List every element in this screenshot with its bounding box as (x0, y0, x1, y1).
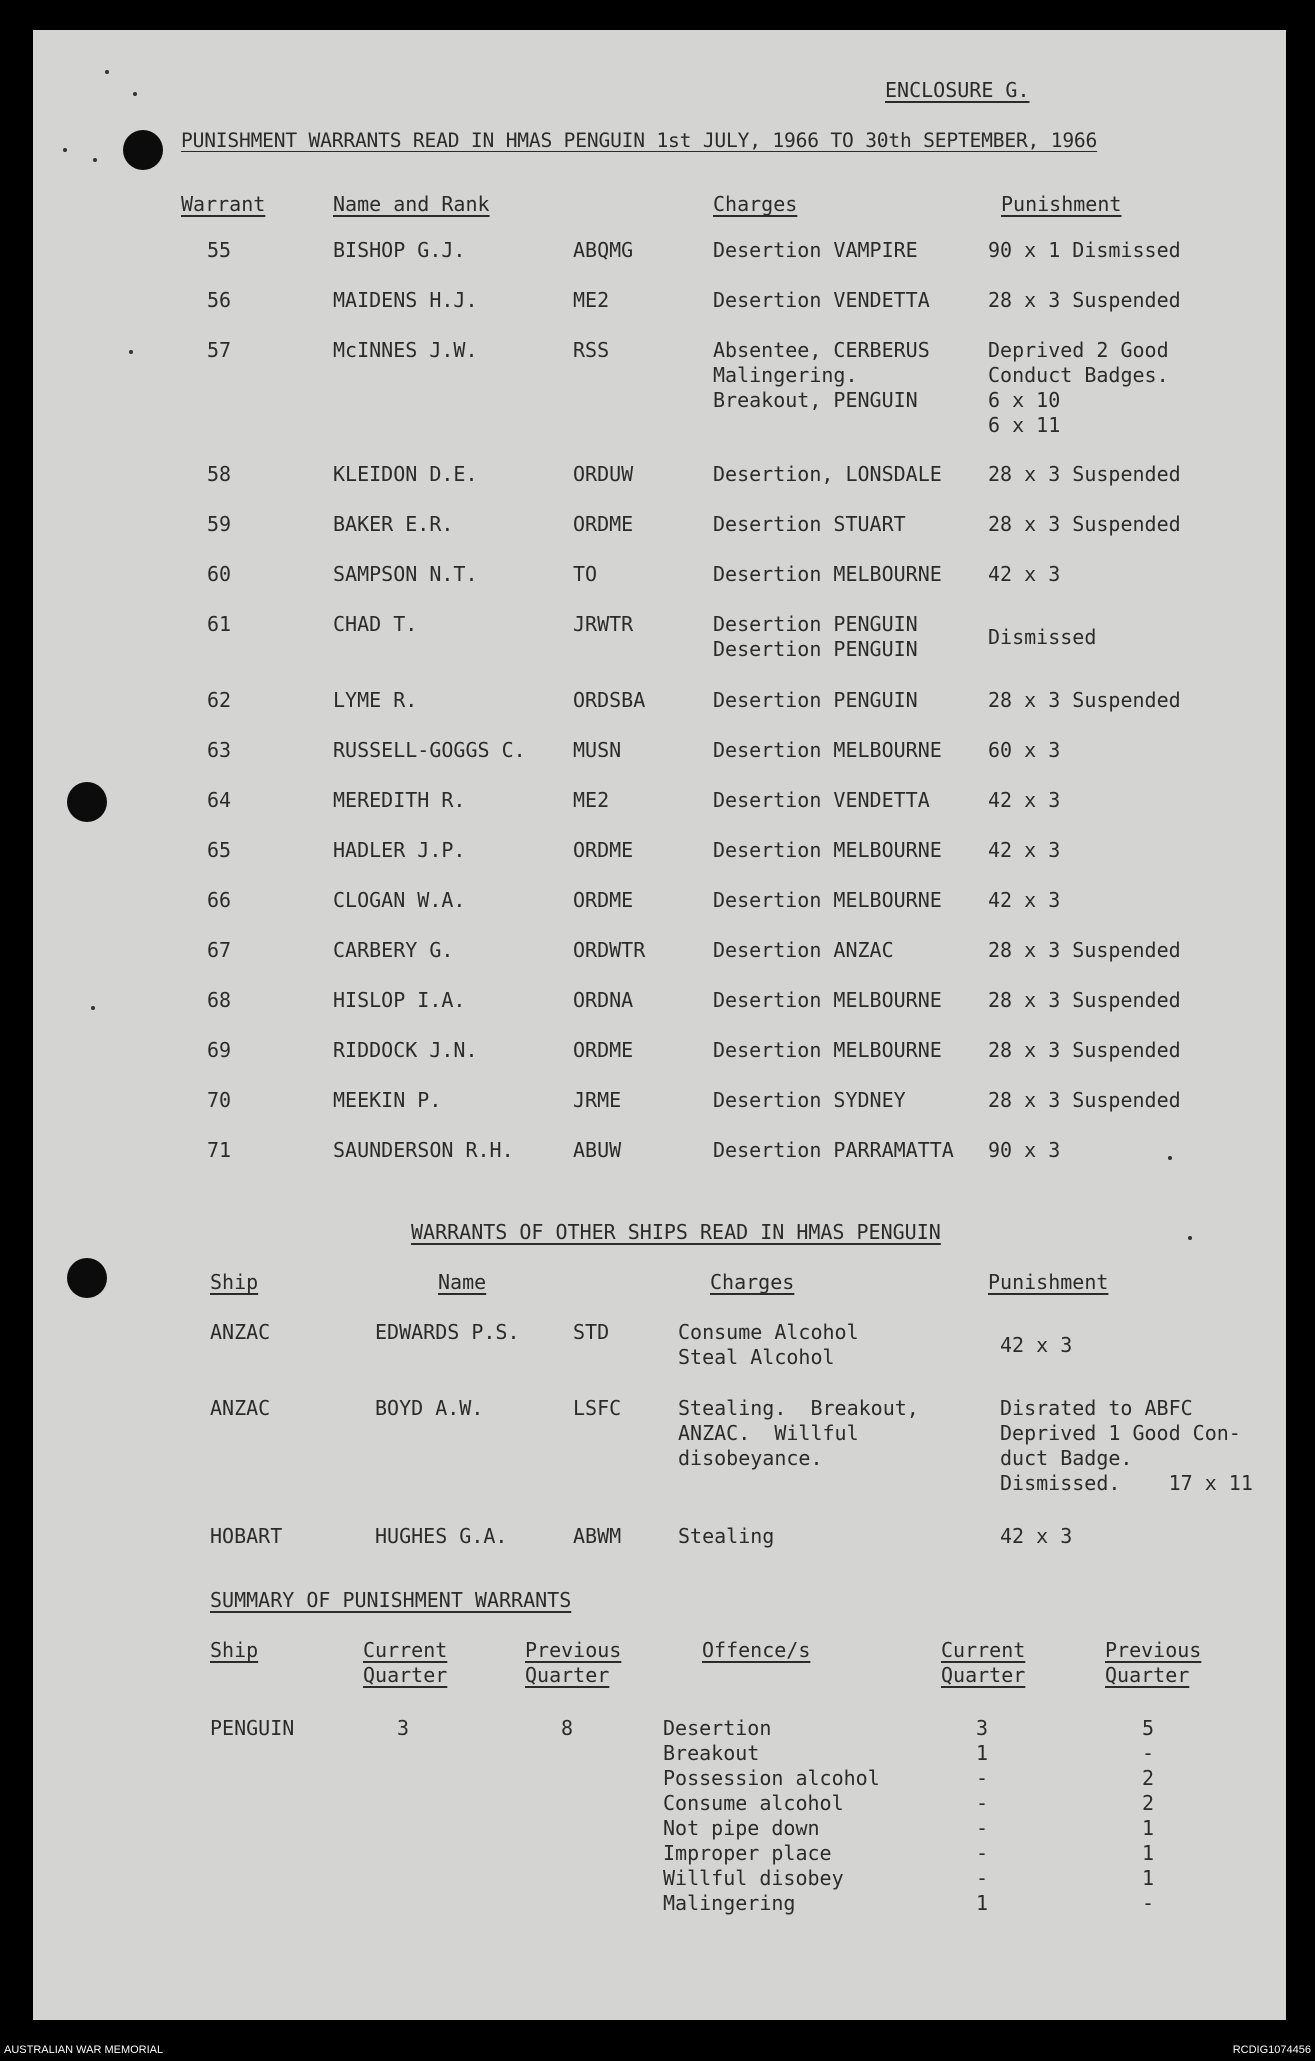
offence-previous: - (1142, 1741, 1155, 1765)
offence-previous: 2 (1142, 1791, 1155, 1815)
column-header: Name and Rank (333, 192, 490, 216)
punishment: 90 x 1 Dismissed (988, 238, 1181, 262)
punishment: 6 x 10 (988, 388, 1061, 412)
rank: ABUW (573, 1138, 622, 1162)
charge: Desertion STUART (713, 512, 906, 536)
warrant-number: 63 (207, 738, 232, 762)
punishment: Disrated to ABFC (1000, 1396, 1193, 1420)
speck (129, 350, 133, 354)
speck (63, 148, 67, 152)
punishment: Deprived 2 Good (988, 338, 1169, 362)
punishment: 42 x 3 (988, 888, 1061, 912)
rank: ORDME (573, 1038, 634, 1062)
offence-name: Willful disobey (663, 1866, 844, 1890)
name-rank: HUGHES G.A. (375, 1524, 508, 1548)
charge: Desertion VENDETTA (713, 788, 930, 812)
charge: Malingering. (713, 363, 858, 387)
offence-name: Breakout (663, 1741, 760, 1765)
name-rank: SAMPSON N.T. (333, 562, 478, 586)
offence-current: 3 (976, 1716, 989, 1740)
punishment: 42 x 3 (1000, 1332, 1073, 1357)
punishment: 42 x 3 (988, 562, 1061, 586)
charge: Steal Alcohol (678, 1345, 835, 1369)
warrant-number: 65 (207, 838, 232, 862)
column-header: Quarter (941, 1663, 1026, 1687)
offence-current: - (976, 1841, 989, 1865)
name-rank: MEREDITH R. (333, 788, 466, 812)
offence-name: Possession alcohol (663, 1766, 880, 1790)
offence-previous: 1 (1142, 1816, 1155, 1840)
other-ships-title: WARRANTS OF OTHER SHIPS READ IN HMAS PENGUIN (411, 1220, 941, 1244)
offence-name: Desertion (663, 1716, 772, 1740)
punishment: Conduct Badges. (988, 363, 1169, 387)
rank: LSFC (573, 1396, 622, 1420)
name-rank: CHAD T. (333, 612, 418, 636)
punishment: Dismissed. 17 x 11 (1000, 1471, 1253, 1495)
punishment: 28 x 3 Suspended (988, 938, 1181, 962)
punishment: 60 x 3 (988, 738, 1061, 762)
charge: Desertion MELBOURNE (713, 738, 942, 762)
column-header: Ship (210, 1638, 259, 1662)
column-header: Name (438, 1270, 487, 1294)
charge: Desertion MELBOURNE (713, 988, 942, 1012)
column-header: Punishment (988, 1270, 1109, 1294)
offence-name: Consume alcohol (663, 1791, 844, 1815)
charge: Breakout, PENGUIN (713, 388, 918, 412)
charge: Desertion MELBOURNE (713, 888, 942, 912)
charge: Desertion VAMPIRE (713, 238, 918, 262)
charge: Desertion MELBOURNE (713, 562, 942, 586)
charge: Desertion PENGUIN (713, 637, 918, 661)
rank: ORDME (573, 888, 634, 912)
warrant-number: 58 (207, 462, 232, 486)
warrant-number: 70 (207, 1088, 232, 1112)
punishment: Dismissed (988, 624, 1097, 649)
rank: ORDSBA (573, 688, 646, 712)
warrant-number: 68 (207, 988, 232, 1012)
punishment: Deprived 1 Good Con- (1000, 1421, 1241, 1445)
punishment: 28 x 3 Suspended (988, 462, 1181, 486)
charge: Desertion VENDETTA (713, 288, 930, 312)
column-header: Previous (525, 1638, 622, 1662)
charge: Desertion PENGUIN (713, 688, 918, 712)
rank: ORDME (573, 512, 634, 536)
punishment: 42 x 3 (988, 788, 1061, 812)
name-rank: RIDDOCK J.N. (333, 1038, 478, 1062)
charge: Stealing (678, 1524, 775, 1548)
offence-previous: 1 (1142, 1841, 1155, 1865)
column-header: Charges (710, 1270, 795, 1294)
rank: ORDME (573, 838, 634, 862)
rank: ABQMG (573, 238, 634, 262)
column-header: Ship (210, 1270, 259, 1294)
name-rank: McINNES J.W. (333, 338, 478, 362)
offence-name: Malingering (663, 1891, 796, 1915)
punishment: 28 x 3 Suspended (988, 1038, 1181, 1062)
document-page (33, 30, 1286, 2020)
offence-previous: 1 (1142, 1866, 1155, 1890)
name-rank: EDWARDS P.S. (375, 1320, 520, 1344)
rank: ME2 (573, 288, 610, 312)
warrant-number: 64 (207, 788, 232, 812)
name-rank: KLEIDON D.E. (333, 462, 478, 486)
name-rank: CARBERY G. (333, 938, 454, 962)
column-header: Current (941, 1638, 1026, 1662)
rank: RSS (573, 338, 610, 362)
punishment: 28 x 3 Suspended (988, 288, 1181, 312)
offence-current: - (976, 1791, 989, 1815)
punishment: 28 x 3 Suspended (988, 988, 1181, 1012)
offence-current: - (976, 1816, 989, 1840)
charge: Absentee, CERBERUS (713, 338, 930, 362)
name-rank: BISHOP G.J. (333, 238, 466, 262)
offence-current: 1 (976, 1741, 989, 1765)
charge: Consume Alcohol (678, 1320, 859, 1344)
name-rank: LYME R. (333, 688, 418, 712)
offence-current: - (976, 1766, 989, 1790)
charge: Desertion MELBOURNE (713, 838, 942, 862)
charge: Desertion SYDNEY (713, 1088, 906, 1112)
rank: ORDUW (573, 462, 634, 486)
rank: JRME (573, 1088, 622, 1112)
speck (93, 158, 97, 162)
name-rank: HADLER J.P. (333, 838, 466, 862)
charge: Stealing. Breakout, (678, 1396, 919, 1420)
warrant-number: 67 (207, 938, 232, 962)
rank: ORDWTR (573, 938, 646, 962)
summary-current-total: 3 (397, 1716, 410, 1740)
column-header: Quarter (525, 1663, 610, 1687)
charge: Desertion PENGUIN (713, 612, 918, 636)
rank: STD (573, 1320, 610, 1344)
enclosure-label: ENCLOSURE G. (885, 78, 1030, 102)
warrant-number: 66 (207, 888, 232, 912)
offence-name: Improper place (663, 1841, 832, 1865)
ship-name: HOBART (210, 1524, 283, 1548)
speck (1168, 1156, 1172, 1160)
charge: disobeyance. (678, 1446, 823, 1470)
name-rank: BOYD A.W. (375, 1396, 484, 1420)
punch-hole (123, 130, 163, 170)
warrant-number: 55 (207, 238, 232, 262)
name-rank: SAUNDERSON R.H. (333, 1138, 514, 1162)
name-rank: HISLOP I.A. (333, 988, 466, 1012)
column-header: Current (363, 1638, 448, 1662)
rank: ORDNA (573, 988, 634, 1012)
warrant-number: 61 (207, 612, 232, 636)
offence-previous: - (1142, 1891, 1155, 1915)
warrant-number: 62 (207, 688, 232, 712)
punishment: 42 x 3 (988, 838, 1061, 862)
warrant-number: 59 (207, 512, 232, 536)
charge: Desertion MELBOURNE (713, 1038, 942, 1062)
punishment: 6 x 11 (988, 413, 1061, 437)
summary-title: SUMMARY OF PUNISHMENT WARRANTS (210, 1588, 572, 1612)
speck (91, 1006, 95, 1010)
charge: Desertion, LONSDALE (713, 462, 942, 486)
document-title: PUNISHMENT WARRANTS READ IN HMAS PENGUIN 1st JULY, 1966 TO 30th SEPTEMBER, 1966 (181, 129, 1098, 152)
punch-hole (67, 782, 107, 822)
speck (133, 92, 137, 96)
name-rank: BAKER E.R. (333, 512, 454, 536)
column-header: Offence/s (702, 1638, 811, 1662)
column-header: Charges (713, 192, 798, 216)
offence-previous: 2 (1142, 1766, 1155, 1790)
rank: ABWM (573, 1524, 622, 1548)
footer-record-id: RCDIG1074456 (1232, 2044, 1311, 2056)
rank: TO (573, 562, 598, 586)
punishment: 28 x 3 Suspended (988, 1088, 1181, 1112)
warrant-number: 57 (207, 338, 232, 362)
column-header: Quarter (1105, 1663, 1190, 1687)
punishment: 28 x 3 Suspended (988, 512, 1181, 536)
punch-hole (67, 1258, 107, 1298)
punishment: 42 x 3 (1000, 1524, 1073, 1548)
rank: MUSN (573, 738, 622, 762)
speck (105, 70, 109, 74)
offence-name: Not pipe down (663, 1816, 820, 1840)
column-header: Previous (1105, 1638, 1202, 1662)
ship-name: ANZAC (210, 1396, 271, 1420)
column-header: Punishment (1001, 192, 1122, 216)
charge: ANZAC. Willful (678, 1421, 859, 1445)
summary-ship: PENGUIN (210, 1716, 295, 1740)
summary-previous-total: 8 (561, 1716, 574, 1740)
offence-current: - (976, 1866, 989, 1890)
name-rank: CLOGAN W.A. (333, 888, 466, 912)
speck (1188, 1236, 1192, 1240)
offence-current: 1 (976, 1891, 989, 1915)
ship-name: ANZAC (210, 1320, 271, 1344)
punishment: duct Badge. (1000, 1446, 1133, 1470)
warrant-number: 69 (207, 1038, 232, 1062)
column-header: Warrant (181, 192, 266, 216)
rank: ME2 (573, 788, 610, 812)
warrant-number: 60 (207, 562, 232, 586)
name-rank: RUSSELL-GOGGS C. (333, 738, 526, 762)
footer-archive-label: AUSTRALIAN WAR MEMORIAL (4, 2044, 164, 2056)
name-rank: MAIDENS H.J. (333, 288, 478, 312)
punishment: 90 x 3 (988, 1138, 1061, 1162)
warrant-number: 71 (207, 1138, 232, 1162)
charge: Desertion ANZAC (713, 938, 894, 962)
charge: Desertion PARRAMATTA (713, 1138, 954, 1162)
name-rank: MEEKIN P. (333, 1088, 442, 1112)
warrant-number: 56 (207, 288, 232, 312)
offence-previous: 5 (1142, 1716, 1155, 1740)
column-header: Quarter (363, 1663, 448, 1687)
rank: JRWTR (573, 612, 634, 636)
punishment: 28 x 3 Suspended (988, 688, 1181, 712)
